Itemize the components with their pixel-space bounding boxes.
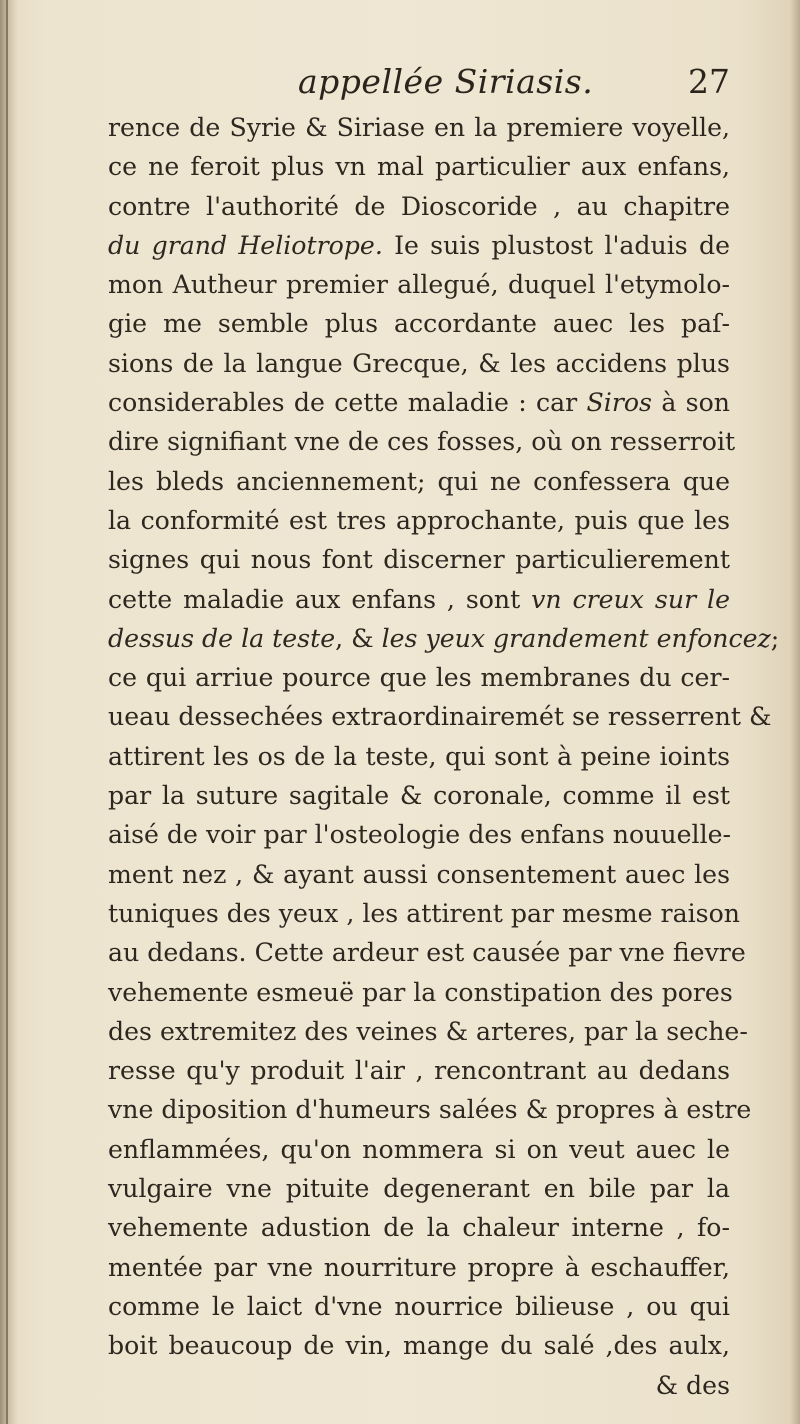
text-segment: ce qui arriue pource que les membranes du cer- [108, 663, 730, 693]
text-segment: par la suture sagitale & coronale, comme il est [108, 781, 730, 811]
italic-text: Siros [586, 388, 652, 418]
text-line [108, 1208, 730, 1247]
text-segment: Ie suis plustost l'aduis de [382, 230, 730, 260]
text-line [108, 462, 730, 501]
text-segment: mentée par vne nourriture propre à eschauffer, [108, 1252, 730, 1282]
text-line [108, 973, 733, 1012]
text-line [108, 619, 780, 658]
page-edge [790, 0, 800, 1424]
text-segment: dire signifiant vne de ces fosses, où on resserroit [108, 427, 736, 457]
text-line [108, 304, 730, 343]
text-segment: vulgaire vne pituite degenerant en bile par la [108, 1174, 730, 1204]
text-line [108, 344, 730, 383]
text-segment: tuniques des yeux , les attirent par mesme raison [108, 898, 740, 928]
text-segment: contre l'authorité de Dioscoride , au chapitre [108, 191, 730, 221]
text-segment: au dedans. Cette ardeur est causée par vne fievre [108, 938, 746, 968]
text-segment: vehemente adustion de la chaleur interne , fo- [108, 1213, 730, 1243]
text-segment: la conformité est tres approchante, puis que les [108, 505, 730, 535]
text-segment: des extremitez des veines & arteres, par la seche- [108, 1016, 748, 1046]
text-line [108, 1248, 730, 1287]
italic-text: vn creux sur le [531, 584, 730, 614]
text-line [108, 187, 730, 226]
text-line [108, 1130, 730, 1169]
text-line [108, 894, 740, 933]
text-segment: ment nez , & ayant aussi consentement auec les [108, 859, 730, 889]
page-number: 27 [688, 62, 730, 101]
text-segment: à son [651, 388, 730, 418]
text-line [108, 1169, 730, 1208]
text-segment: resse qu'y produit l'air , rencontrant au dedans [108, 1056, 730, 1086]
body-text [108, 108, 780, 1405]
text-line [108, 776, 730, 815]
text-segment: attirent les os de la teste, qui sont à peine ioints [108, 741, 730, 771]
text-segment: aisé de voir par l'osteologie des enfans nouuelle- [108, 820, 732, 850]
text-line [108, 1012, 748, 1051]
text-line [108, 383, 730, 422]
text-segment: mon Autheur premier allegué, duquel l'etymolo- [108, 270, 730, 300]
text-line [108, 501, 730, 540]
text-line [108, 815, 730, 854]
text-segment: rence de Syrie & Siriase en la premiere voyelle, [108, 113, 730, 142]
text-segment: vne diposition d'humeurs salées & propres à estre [108, 1095, 752, 1125]
text-line [108, 580, 730, 619]
italic-text: les yeux grandement enfoncez [381, 623, 771, 653]
text-line [108, 855, 730, 894]
text-segment: boit beaucoup de vin, mange du salé ,des aulx, [108, 1331, 730, 1361]
text-line [108, 1287, 730, 1326]
text-line [108, 737, 730, 776]
text-segment: vehemente esmeuë par la constipation des pores [108, 977, 733, 1007]
italic-text: du grand Heliotrope. [108, 230, 383, 260]
catchword: & des [655, 1370, 730, 1400]
gutter-line [6, 0, 8, 1424]
running-title: appellée Siriasis. [298, 62, 594, 101]
text-segment: sions de la langue Grecque, & les accidens plus [108, 348, 730, 378]
text-segment: ce ne feroit plus vn mal particulier aux enfans, [108, 152, 730, 182]
page-header [108, 58, 738, 108]
text-line [108, 658, 730, 697]
text-segment: considerables de cette maladie : car [108, 388, 587, 418]
text-segment: comme le laict d'vne nourrice bilieuse , ou qui [108, 1291, 730, 1321]
text-segment: , & [335, 623, 382, 653]
text-segment: enflammées, qu'on nommera si on veut auec le [108, 1134, 730, 1164]
text-line [108, 108, 730, 147]
text-line [108, 147, 730, 186]
text-line [108, 226, 730, 265]
text-line [108, 265, 730, 304]
text-line [108, 422, 736, 461]
text-segment: cette maladie aux enfans , sont [108, 584, 532, 614]
text-segment: signes qui nous font discerner particulierement [108, 545, 730, 575]
text-line [108, 1326, 730, 1365]
text-line [108, 540, 730, 579]
text-segment: gie me semble plus accordante auec les paſ- [108, 309, 730, 339]
gutter-shadow [0, 0, 18, 1424]
italic-text: dessus de la teste [108, 623, 336, 653]
text-line [108, 933, 746, 972]
text-segment: les bleds anciennement; qui ne confessera que [108, 466, 730, 496]
text-line [108, 1090, 752, 1129]
text-line [108, 697, 772, 736]
text-line [108, 1051, 730, 1090]
text-segment: ; [770, 623, 780, 653]
text-segment: ueau dessechées extraordinairemét se resserrent & [108, 702, 772, 732]
